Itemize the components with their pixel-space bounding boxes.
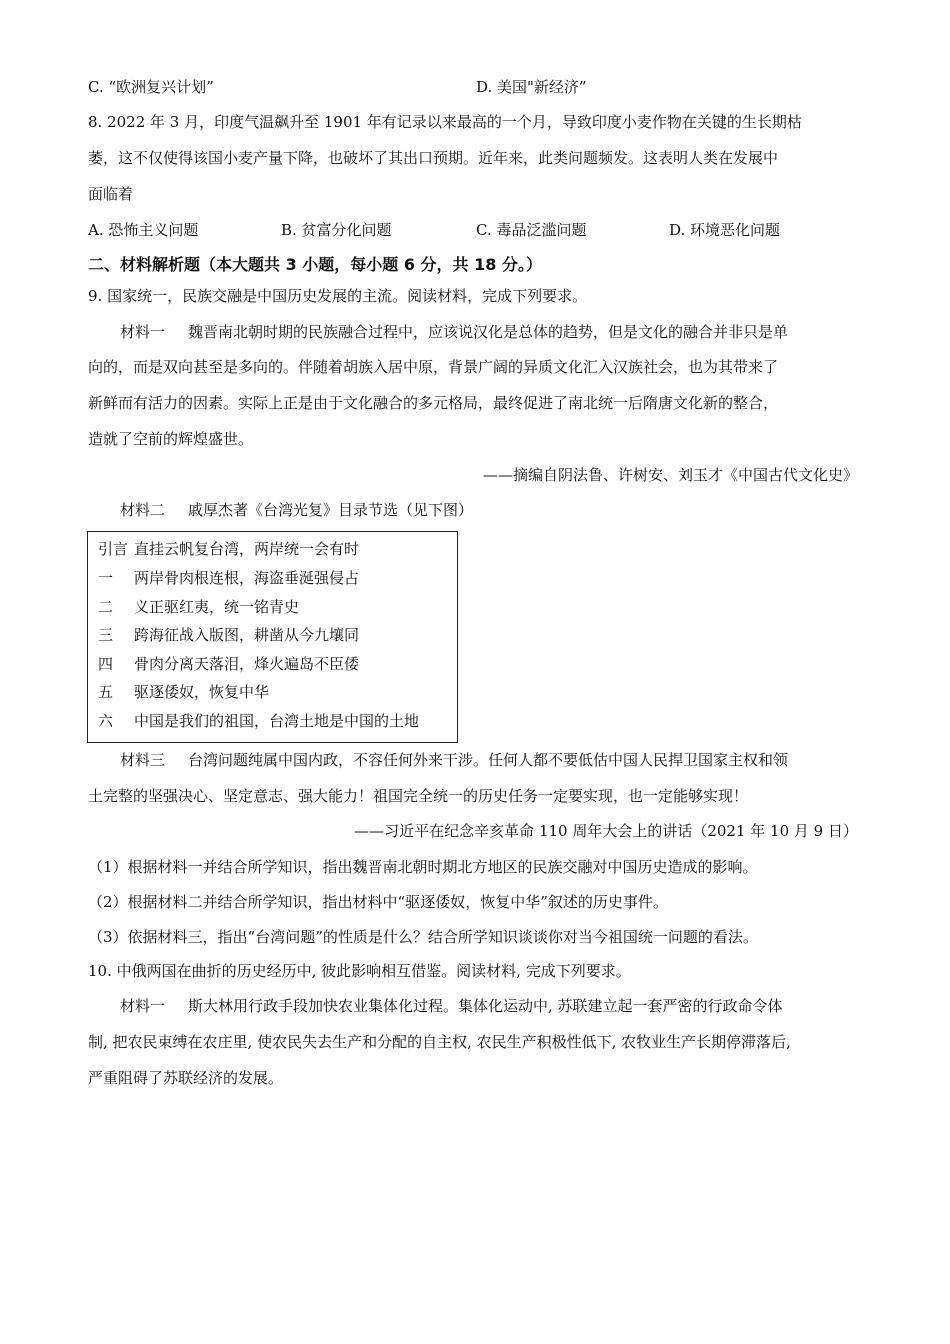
q9-question-1: （1）根据材料一并结合所学知识，指出魏晋南北朝时期北方地区的民族交融对中国历史造成的影响。 — [88, 858, 758, 876]
q8-stem-line-1: 8. 2022 年 3 月，印度气温飙升至 1901 年有记录以来最高的一个月，导致印度小麦作物在关键的生长期枯 — [88, 113, 802, 131]
toc-title: 两岸骨肉根连根，海盗垂涎强侵占 — [134, 569, 360, 587]
toc-num: 三 — [98, 626, 114, 644]
q8-option-a: A. 恐怖主义问题 — [88, 221, 199, 239]
toc-num: 六 — [98, 712, 114, 730]
toc-row — [98, 654, 359, 674]
q10-stem: 10. 中俄两国在曲折的历史经历中, 彼此影响相互借鉴。阅读材料, 完成下列要求。 — [88, 962, 631, 980]
section-2-heading: 二、材料解析题（本大题共 3 小题，每小题 6 分，共 18 分。） — [88, 255, 542, 274]
toc-num: 五 — [98, 683, 114, 701]
q9-material1-text-1: 魏晋南北朝时期的民族融合过程中，应该说汉化是总体的趋势，但是文化的融合并非只是单 — [188, 323, 789, 341]
q9-material1-label: 材料一 — [120, 323, 166, 341]
q9-material2-text: 戚厚杰著《台湾光复》目录节选（见下图） — [188, 501, 474, 519]
q10-material1-text-1: 斯大林用行政手段加快农业集体化过程。集体化运动中, 苏联建立起一套严密的行政命令体 — [188, 997, 783, 1015]
toc-num: 一 — [98, 569, 114, 587]
q7-option-d: D. 美国"新经济” — [476, 78, 587, 96]
toc-row — [98, 625, 359, 645]
q8-option-d: D. 环境恶化问题 — [669, 221, 781, 239]
q10-material1-line-3: 严重阻碍了苏联经济的发展。 — [88, 1069, 284, 1087]
toc-num: 引言 — [98, 540, 129, 558]
toc-title: 直挂云帆复台湾，两岸统一会有时 — [134, 540, 360, 558]
toc-num: 四 — [98, 655, 114, 673]
q8-option-b: B. 贫富分化问题 — [281, 221, 392, 239]
toc-row — [98, 597, 299, 617]
q8-option-c: C. 毒品泛滥问题 — [476, 221, 587, 239]
q9-material3-line-2: 土完整的坚强决心、坚定意志、强大能力！祖国完全统一的历史任务一定要实现，也一定能够实现！ — [88, 787, 749, 805]
q9-material2-line — [120, 500, 473, 520]
q10-material1-line-1 — [120, 996, 783, 1016]
q8-stem-line-3: 面临着 — [88, 185, 134, 203]
q9-material1-source: ——摘编自阴法鲁、许树安、刘玉才《中国古代文化史》 — [482, 466, 858, 484]
q10-material1-label: 材料一 — [120, 997, 166, 1015]
toc-title: 骨肉分离天落泪，烽火遍岛不臣倭 — [134, 655, 360, 673]
q9-material2-toc-box — [87, 531, 458, 743]
toc-row — [98, 539, 359, 559]
toc-row — [98, 682, 269, 702]
toc-title: 中国是我们的祖国，台湾土地是中国的土地 — [134, 712, 420, 730]
q9-material3-label: 材料三 — [120, 751, 166, 769]
toc-row — [98, 568, 359, 588]
q9-material1-line-1 — [120, 322, 788, 342]
q9-material1-line-2: 向的，而是双向甚至是多向的。伴随着胡族入居中原，背景广阔的异质文化汇入汉族社会，也为其带来了 — [88, 358, 779, 376]
toc-row — [98, 711, 419, 731]
q9-material2-label: 材料二 — [120, 501, 166, 519]
q10-material1-line-2: 制, 把农民束缚在农庄里, 使农民失去生产和分配的自主权, 农民生产积极性低下, 农牧业生产长期停滞落后, — [88, 1033, 791, 1051]
toc-title: 驱逐倭奴，恢复中华 — [134, 683, 270, 701]
toc-num: 二 — [98, 598, 114, 616]
q9-material3-line-1 — [120, 750, 788, 770]
toc-title: 义正驱红夷，统一铭青史 — [134, 598, 300, 616]
q8-stem-line-2: 萎，这不仅使得该国小麦产量下降，也破坏了其出口预期。近年来，此类问题频发。这表明人类在发展中 — [88, 149, 779, 167]
q9-question-3: （3）依据材料三，指出“台湾问题”的性质是什么？结合所学知识谈谈你对当今祖国统一问题的看法。 — [88, 928, 758, 946]
q9-question-2: （2）根据材料二并结合所学知识，指出材料中“驱逐倭奴，恢复中华”叙述的历史事件。 — [88, 893, 668, 911]
toc-title: 跨海征战入版图，耕凿从今九壤同 — [134, 626, 360, 644]
q9-material1-line-3: 新鲜而有活力的因素。实际上正是由于文化融合的多元格局，最终促进了南北统一后隋唐文化新的整合， — [88, 394, 779, 412]
q9-material1-line-4: 造就了空前的辉煌盛世。 — [88, 430, 254, 448]
q9-stem: 9. 国家统一，民族交融是中国历史发展的主流。阅读材料，完成下列要求。 — [88, 287, 588, 305]
q9-material3-source: ——习近平在纪念辛亥革命 110 周年大会上的讲话（2021 年 10 月 9 日） — [354, 822, 858, 840]
q7-option-c: C. “欧洲复兴计划” — [88, 78, 214, 96]
q9-material3-text-1: 台湾问题纯属中国内政，不容任何外来干涉。任何人都不要低估中国人民捍卫国家主权和领 — [188, 751, 789, 769]
